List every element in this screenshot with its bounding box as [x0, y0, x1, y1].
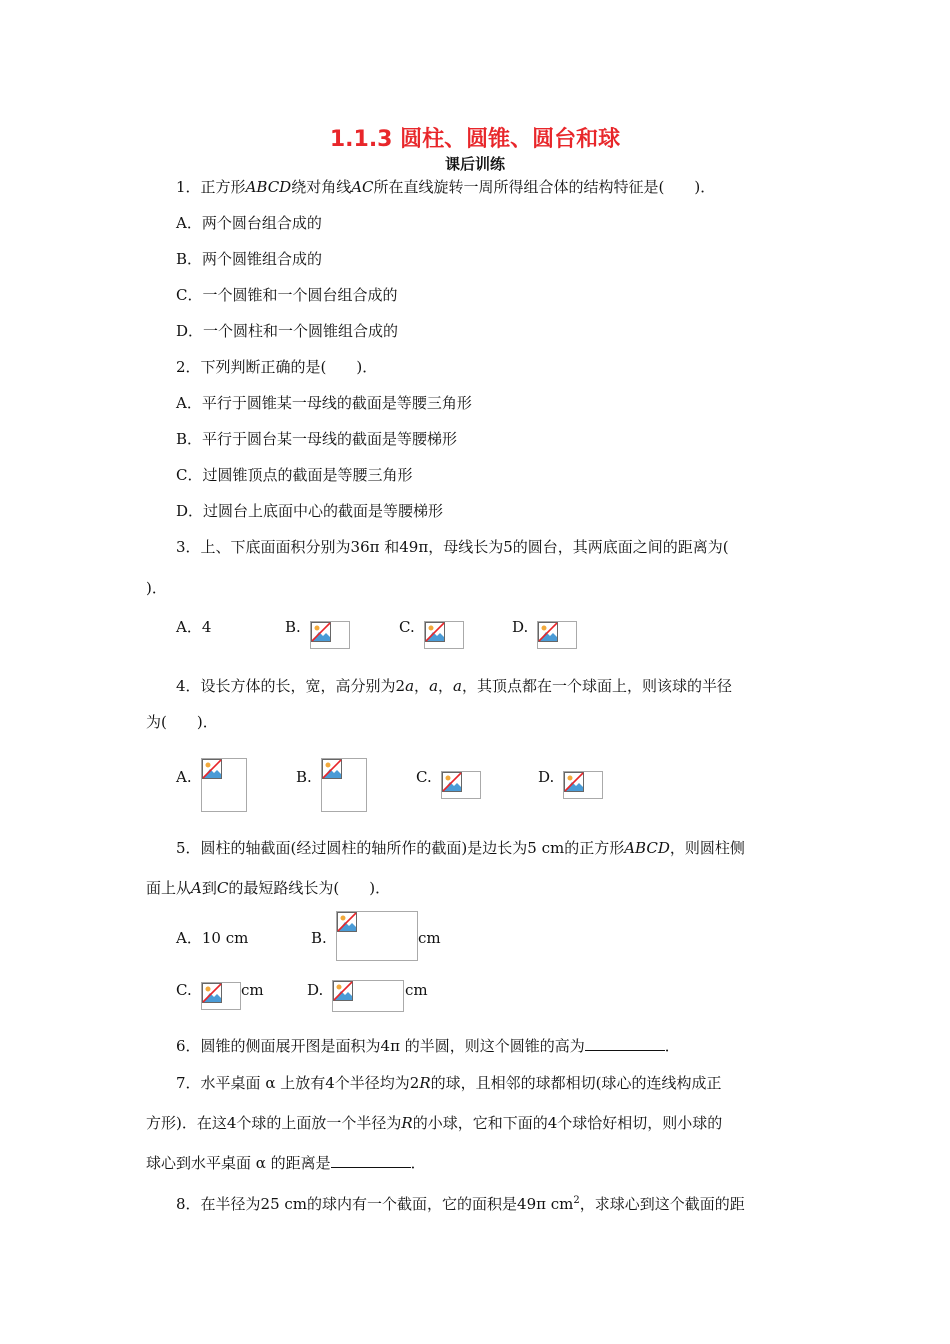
- q5-option-b-unit: cm: [418, 929, 441, 947]
- q5-option-c-image: [201, 982, 241, 1010]
- q5-option-d-image: [332, 980, 404, 1012]
- q3-option-b: B.: [285, 618, 301, 636]
- q4-option-c-image: [441, 771, 481, 799]
- q2-option-c: C．过圆锥顶点的截面是等腰三角形: [176, 466, 413, 484]
- q3-option-d-image: [537, 621, 577, 649]
- broken-image-icon: [311, 622, 331, 642]
- q2-option-a: A．平行于圆锥某一母线的截面是等腰三角形: [176, 394, 472, 412]
- q4-option-d: D.: [538, 768, 555, 786]
- q1-option-b: B．两个圆锥组合成的: [176, 250, 323, 268]
- page-subtitle: 课后训练: [444, 155, 505, 173]
- question-3-cont: )．: [146, 579, 167, 597]
- question-8: 8．在半径为25 cm的球内有一个截面，它的面积是49π $cm^2$，求球心到这个截面的距: [176, 1195, 745, 1213]
- question-7-cont-2: 球心到水平桌面 α 的距离是 ．: [146, 1154, 426, 1172]
- question-1: 1．正方形ABCD绕对角线AC所在直线旋转一周所得组合体的结构特征是( )．: [176, 178, 716, 196]
- q5-option-a: A．10 cm: [176, 929, 249, 947]
- answer-blank[interactable]: [585, 1036, 665, 1051]
- broken-image-icon: [337, 912, 357, 932]
- q3-option-b-image: [310, 621, 350, 649]
- q3-option-c-image: [424, 621, 464, 649]
- question-2: 2．下列判断正确的是( )．: [176, 358, 378, 376]
- broken-image-icon: [538, 622, 558, 642]
- q5-option-c: C.: [176, 981, 192, 999]
- q4-option-a: A.: [176, 768, 192, 786]
- broken-image-icon: [425, 622, 445, 642]
- q5-option-b-image: [336, 911, 418, 961]
- q3-option-c: C.: [399, 618, 415, 636]
- q5-option-d: D.: [307, 981, 324, 999]
- question-4-cont: 为( )．: [146, 713, 218, 731]
- broken-image-icon: [202, 759, 222, 779]
- broken-image-icon: [442, 772, 462, 792]
- q5-option-d-unit: cm: [405, 981, 428, 999]
- q3-option-a: A．4: [176, 618, 212, 636]
- broken-image-icon: [564, 772, 584, 792]
- q2-option-b: B．平行于圆台某一母线的截面是等腰梯形: [176, 430, 458, 448]
- answer-blank[interactable]: [331, 1153, 411, 1168]
- q1-option-a: A．两个圆台组合成的: [176, 214, 322, 232]
- broken-image-icon: [322, 759, 342, 779]
- question-4: 4．设长方体的长，宽，高分别为2a，a，a，其顶点都在一个球面上，则该球的半径: [176, 677, 732, 695]
- question-3: 3．上、下底面面积分别为36π 和49π，母线长为5的圆台，其两底面之间的距离为(: [176, 538, 729, 556]
- question-5-cont: 面上从A到C的最短路线长为( )．: [146, 879, 391, 897]
- broken-image-icon: [333, 981, 353, 1001]
- q1-option-d: D．一个圆柱和一个圆锥组合成的: [176, 322, 399, 340]
- q4-option-b: B.: [296, 768, 312, 786]
- q4-option-d-image: [563, 771, 603, 799]
- q4-option-c: C.: [416, 768, 432, 786]
- question-7: 7．水平桌面 α 上放有4个半径均为2R的球，且相邻的球都相切(球心的连线构成正: [176, 1074, 722, 1092]
- q3-option-d: D.: [512, 618, 529, 636]
- page-title: 1.1.3 圆柱、圆锥、圆台和球: [329, 127, 621, 152]
- q5-option-c-unit: cm: [241, 981, 264, 999]
- q2-option-d: D．过圆台上底面中心的截面是等腰梯形: [176, 502, 444, 520]
- q4-option-b-image: [321, 758, 367, 812]
- broken-image-icon: [202, 983, 222, 1003]
- q1-option-c: C．一个圆锥和一个圆台组合成的: [176, 286, 398, 304]
- question-6: 6．圆锥的侧面展开图是面积为4π 的半圆，则这个圆锥的高为 ．: [176, 1037, 680, 1055]
- q4-option-a-image: [201, 758, 247, 812]
- question-7-cont-1: 方形)．在这4个球的上面放一个半径为R的小球，它和下面的4个球恰好相切，则小球的: [146, 1114, 723, 1132]
- q5-option-b: B.: [311, 929, 327, 947]
- question-5: 5．圆柱的轴截面(经过圆柱的轴所作的截面)是边长为5 cm的正方形ABCD，则圆柱侧: [176, 839, 745, 857]
